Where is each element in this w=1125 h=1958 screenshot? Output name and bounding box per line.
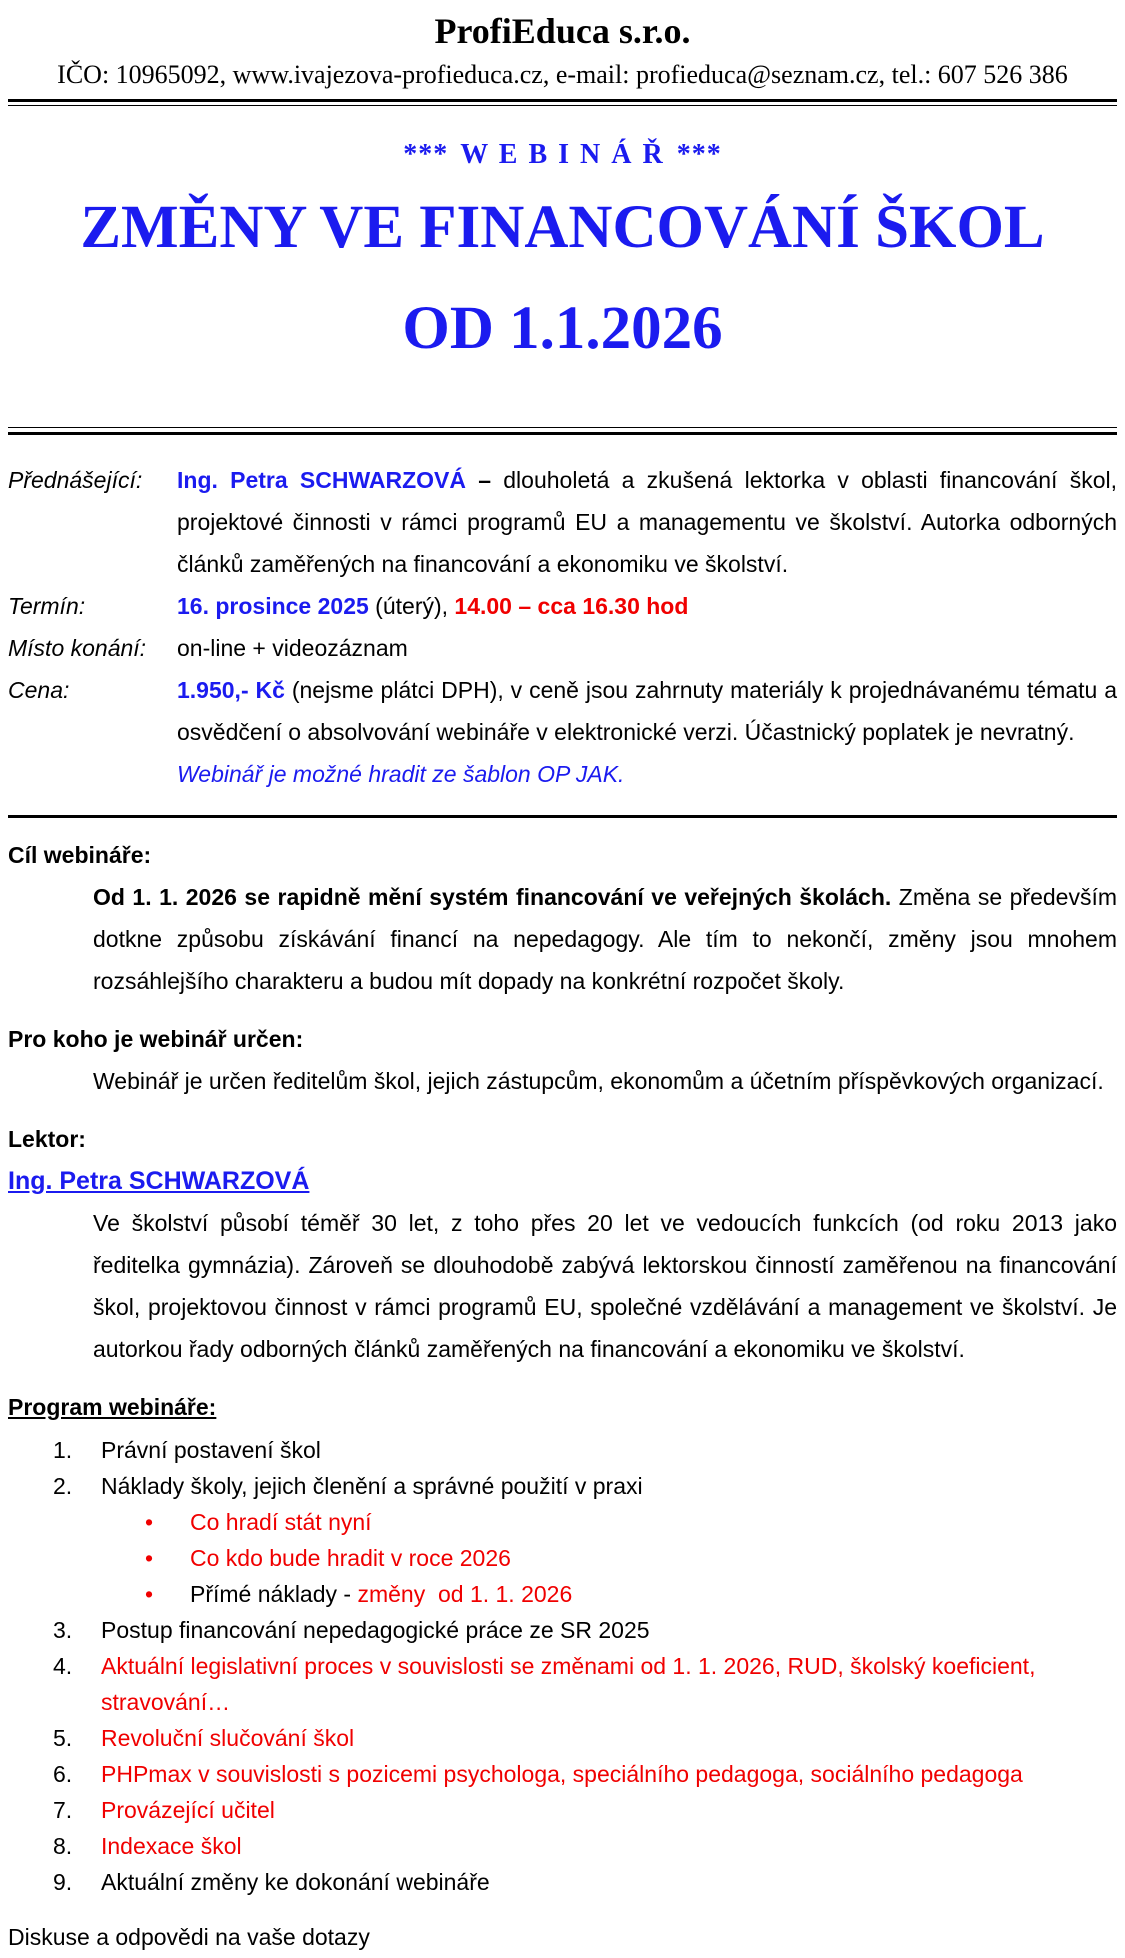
program-item-3 [8,1612,1117,1648]
date-weekday: (úterý), [368,592,455,619]
main-title-line2: OD 1.1.2026 [402,294,723,362]
bullet-icon: • [145,1580,154,1607]
goal-bold-text: Od 1. 1. 2026 se rapidně mění systém financování ve veřejných školách. [93,883,892,910]
goal-paragraph [93,876,1117,1002]
main-title-line1: ZMĚNY VE FINANCOVÁNÍ ŠKOL [80,193,1045,261]
program-item-1-number: 1. [53,1436,73,1463]
program-subitem-3-text: změny od 1. 1. 2026 [357,1580,573,1607]
program-item-8-text: Indexace škol [101,1832,242,1859]
closing-line: Diskuse a odpovědi na vaše dotazy [8,1923,370,1950]
program-item-9-number: 9. [53,1868,73,1895]
webinar-banner [8,139,1117,171]
price-note: Webinář je možné hradit ze šablon OP JAK. [177,760,625,787]
section-divider [8,815,1117,818]
price-amount: 1.950,- Kč [177,676,285,703]
banner-stars-right: *** [676,138,722,170]
date-value [177,585,1117,627]
lecturer-dash: – [466,466,504,493]
program-item-8-number: 8. [53,1832,73,1859]
bullet-icon: • [145,1508,154,1535]
lecturer-label: Přednášející: [8,466,143,493]
program-item-1-text: Právní postavení škol [101,1436,321,1463]
program-item-7-number: 7. [53,1796,73,1823]
detail-row-date [8,585,1117,627]
program-item-1 [8,1432,1117,1468]
program-item-3-number: 3. [53,1616,73,1643]
program-item-7-text: Provázející učitel [101,1796,275,1823]
program-item-6 [8,1756,1117,1792]
lecturer-section-name: Ing. Petra SCHWARZOVÁ [8,1166,310,1195]
program-item-3-text: Postup financování nepedagogické práce ze SR 2025 [101,1616,650,1643]
program-item-2-number: 2. [53,1472,73,1499]
banner-stars-left: *** [403,138,449,170]
price-description: (nejsme plátci DPH), v ceně jsou zahrnuty materiály k projednávanému tématu a osvědčení o absolvování webináře v elektronické verzi. Účastnický poplatek je nevratný. [177,676,1117,745]
lecturer-value [177,459,1117,585]
program-item-6-text: PHPmax v souvislosti s pozicemi psychologa, speciálního pedagoga, sociálního pedagoga [101,1760,1023,1787]
lecturer-section [8,1118,1117,1370]
program-item-8 [8,1828,1117,1864]
program-item-7 [8,1792,1117,1828]
price-label: Cena: [8,676,70,703]
lecturer-bio: Ve školství působí téměř 30 let, z toho přes 20 let ve vedoucích funkcích (od roku 2013 jako ředitelka gymnázia). Zároveň se dlouhodobě zabývá lektorskou činností zaměřenou na financování škol, projektovou činnost v rámci programů EU, společné vzdělávání a management ve školství. Je autorkou řady odborných článků zaměřených na financování a ekonomiku ve školství. [93,1209,1117,1362]
program-subitem-3-content [190,1576,572,1612]
program-subitem-3 [8,1576,1117,1612]
program-item-5-number: 5. [53,1724,73,1751]
title-divider [8,427,1117,435]
place-value: on-line + videozáznam [177,634,408,661]
program-subitem-2 [8,1540,1117,1576]
program-subitem-3-prefix: Přímé náklady - [190,1580,358,1607]
program-item-9-text: Aktuální změny ke dokonání webináře [101,1868,490,1895]
date-time: 14.00 – cca 16.30 hod [454,592,689,619]
goal-heading: Cíl webináře: [8,841,152,868]
goal-section [8,834,1117,1002]
lecturer-description: dlouholetá a zkušená lektorka v oblasti financování škol, projektové činnosti v rámci programů EU a managementu ve školství. Autorka odborných článků zaměřených na financování a ekonomiku ve školství. [177,466,1117,577]
program-item-4-text: Aktuální legislativní proces v souvislosti se změnami od 1. 1. 2026, RUD, školský koeficient, stravování… [101,1652,1036,1715]
program-item-4-number: 4. [53,1652,73,1679]
webinar-details [8,459,1117,795]
goal-text: Změna se především dotkne způsobu získávání financí na nepedagogy. Ale tím to nekončí, změny jsou mnohem rozsáhlejšího charakteru a budou mít dopady na konkrétní rozpočet školy. [93,883,1117,994]
lecturer-heading: Lektor: [8,1125,86,1152]
audience-section [8,1018,1117,1102]
audience-paragraph: Webinář je určen ředitelům škol, jejich zástupcům, ekonomům a účetním příspěvkových organizací. [93,1067,1104,1094]
program-subitem-1-text: Co hradí stát nyní [190,1508,372,1535]
program-section [8,1386,1117,1958]
program-item-6-number: 6. [53,1760,73,1787]
program-item-5-text: Revoluční slučování škol [101,1724,355,1751]
company-name: ProfiEduca s.r.o. [434,11,691,51]
detail-row-place [8,627,1117,669]
detail-row-lecturer [8,459,1117,585]
price-value [177,669,1117,795]
place-label: Místo konání: [8,634,147,661]
lecturer-name: Ing. Petra SCHWARZOVÁ [177,466,466,493]
date-label: Termín: [8,592,86,619]
company-contact-line: IČO: 10965092, www.ivajezova-profieduca.cz, e-mail: profieduca@seznam.cz, tel.: 607 526 386 [57,59,1068,89]
date-text: 16. prosince 2025 [177,592,369,619]
program-item-4 [8,1648,1117,1720]
detail-row-price [8,669,1117,795]
audience-heading: Pro koho je webinář určen: [8,1025,304,1052]
bullet-icon: • [145,1544,154,1571]
program-item-5 [8,1720,1117,1756]
header-divider [8,99,1117,106]
program-heading: Program webináře: [8,1393,217,1420]
program-item-2 [8,1468,1117,1504]
program-subitem-1 [8,1504,1117,1540]
program-subitem-2-text: Co kdo bude hradit v roce 2026 [190,1544,511,1571]
program-item-2-text: Náklady školy, jejich členění a správné použití v praxi [101,1472,643,1499]
program-list [8,1432,1117,1900]
program-item-9 [8,1864,1117,1900]
banner-word: W E B I N Á Ř [460,138,665,170]
